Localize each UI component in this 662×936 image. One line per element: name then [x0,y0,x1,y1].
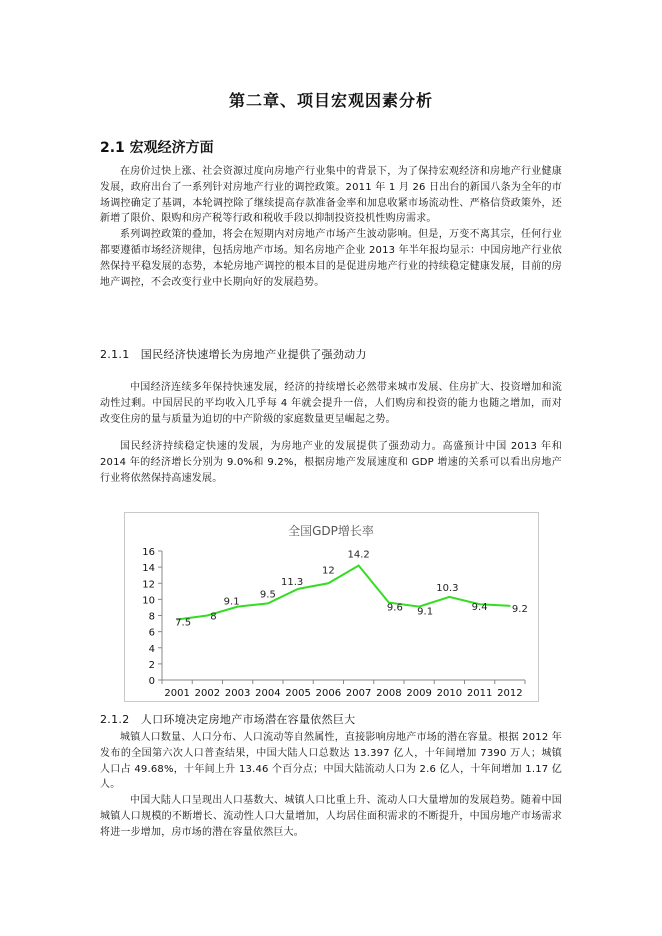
y-tick-label: 8 [148,611,155,623]
gdp-data-point [267,603,269,605]
x-tick-label: 2012 [497,688,523,699]
y-tick-label: 10 [142,595,155,607]
y-tick-label: 4 [148,643,155,655]
x-tick-label: 2005 [285,688,311,699]
gdp-chart [124,512,539,702]
gdp-data-point [509,605,511,607]
data-label: 9.4 [471,602,488,614]
gdp-data-point [358,565,360,567]
gdp-data-point [297,588,299,590]
paragraph: 中国大陆人口呈现出人口基数大、城镇人口比重上升、流动人口大量增加的发展趋势。随着中国城镇人口规模的不断增长、流动性人口大量增加，人均居住面积需求的不断提升，中国房地产市场需求将进一步增加，房市场的潜在容量依然巨大。 [100,795,562,838]
data-label: 9.1 [417,606,434,618]
x-tick-label: 2010 [436,688,463,699]
subsection-2-body [100,730,562,841]
x-tick-label: 2006 [315,688,342,699]
data-label: 10.3 [436,582,459,594]
gdp-data-point [449,596,451,598]
y-tick-label: 16 [142,547,155,558]
paragraph: 中国经济连续多年保持快速发展，经济的持续增长必然带来城市发展、住房扩大、投资增加和流动性过剩。中国居民的平均收入几乎每 4 年就会提升一倍，人们购房和投资的能力也随之增加，而对改变住房的量与质量为迫切的中产阶级的家庭数量更呈崛起之势。 [100,382,562,425]
x-tick-label: 2008 [376,688,402,699]
paragraph: 系列调控政策的叠加，将会在短期内对房地产市场产生波动影响。但是，万变不离其宗，任何行业都要遵循市场经济规律，包括房地产市场。知名房地产企业 2013 年半年报均显示：中国房地产行业依然保持平稳发展的态势，本轮房地产调控的根本目的是促进房地产行业的持续稳定健康发展，目前的房地产调控，不会改变行业中长期向好的发展趋势。 [100,229,562,288]
y-tick-label: 2 [148,659,155,671]
subsection-heading-2: 2.1.2 人口环境决定房地产市场潜在容量依然巨大 [100,713,356,726]
gdp-data-point [207,615,209,617]
section-heading: 2.1 宏观经济方面 [100,140,214,156]
y-tick-label: 0 [148,676,155,687]
chart-title: 全国GDP增长率 [288,524,374,538]
chapter-title: 第二章、项目宏观因素分析 [228,91,433,110]
x-tick-label: 2001 [164,688,190,699]
gdp-chart-svg [125,513,538,701]
paragraph: 国民经济持续稳定快速的发展，为房地产业的发展提供了强劲动力。高盛预计中国 2013 年和 2014 年的经济增长分别为 9.0%和 9.2%，根据房地产发展速度和 GDP 增速的关系可以看出房地产行业将依然保持高速发展。 [100,441,562,484]
gdp-series-line [177,566,510,620]
data-label: 9.1 [223,596,240,608]
x-tick-label: 2011 [466,688,493,699]
data-label: 7.5 [175,617,192,629]
data-label: 14.2 [347,549,370,561]
y-tick-label: 6 [148,627,155,639]
data-label: 9.6 [386,602,403,614]
y-tick-label: 12 [142,579,155,591]
data-label: 9.5 [259,589,276,601]
x-tick-label: 2003 [224,688,251,699]
x-tick-label: 2007 [345,688,372,699]
x-tick-label: 2004 [255,688,281,699]
paragraph: 在房价过快上涨、社会资源过度向房地产行业集中的背景下，为了保持宏观经济和房地产行业健康发展，政府出台了一系列针对房地产行业的调控政策。2011 年 1 月 26 日出台的新国八条为全年的市场调控确定了基调，本轮调控除了继续提高存款准备金率和加息收紧市场流动性、严格信贷政策外，还新增了限价、限购和房产税等行政和税收手段以抑制投资投机性购房需求。 [100,166,562,225]
y-tick-label: 14 [142,563,155,575]
x-tick-label: 2002 [194,688,221,699]
subsection-heading-1: 2.1.1 国民经济快速增长为房地产业提供了强劲动力 [100,348,367,361]
paragraph: 城镇人口数量、人口分布、人口流动等自然属性，直接影响房地产市场的潜在容量。根据 2012 年发布的全国第六次人口普查结果，中国大陆人口总数达 13.397 亿人，十年间增加 7390 万人；城镇人口占 49.68%，十年间上升 13.46 个百分点；中国大陆流动人口为 2.6 亿人，十年间增加 1.17 亿人。 [100,732,562,791]
gdp-data-point [328,582,330,584]
section-body [100,164,562,290]
data-label: 8 [210,611,217,623]
data-label: 12 [322,565,335,577]
subsection-1-body [100,380,562,487]
x-tick-label: 2009 [406,688,432,699]
data-label: 9.2 [511,603,528,615]
data-label: 11.3 [280,576,304,588]
